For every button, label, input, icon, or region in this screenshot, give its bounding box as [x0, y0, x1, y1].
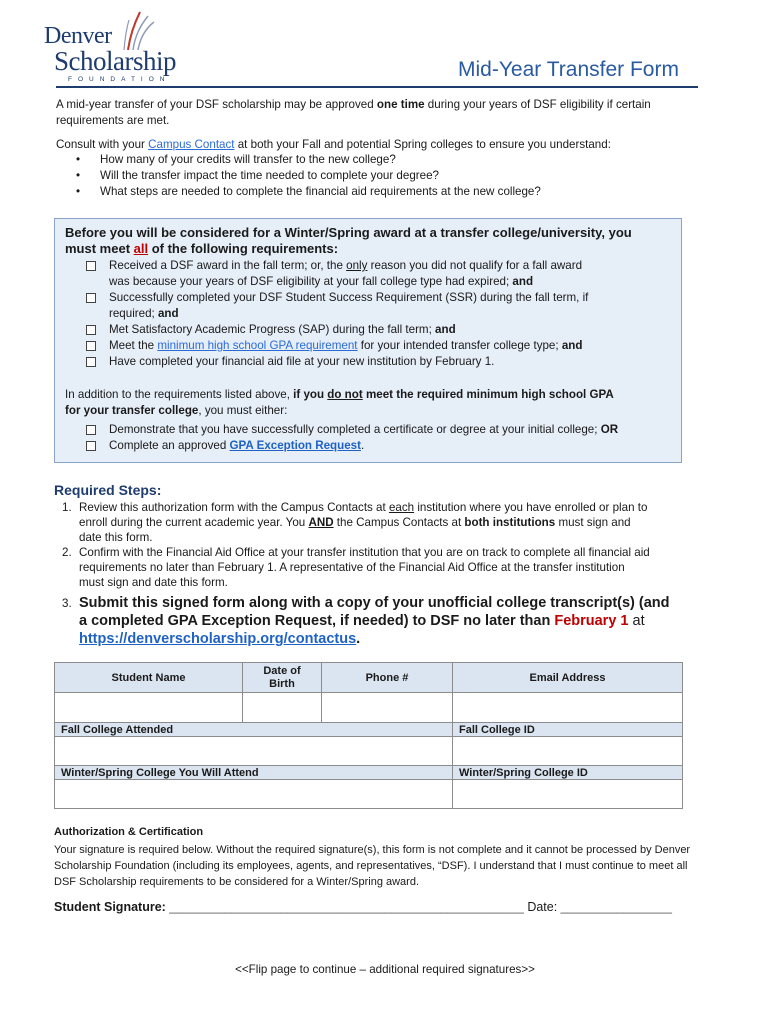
requirement-emphasis: only [346, 259, 368, 272]
footer-note: <<Flip page to continue – additional required signatures>> [235, 963, 535, 976]
campus-contact-link[interactable]: Campus Contact [148, 138, 235, 151]
intro-text: requirements are met. [56, 114, 170, 127]
header-label: Email Address [529, 671, 606, 684]
requirement-text: Have completed your financial aid file at your new institution by February 1. [109, 355, 495, 368]
email-header [453, 663, 683, 693]
gpa-option-item [85, 438, 675, 454]
intro-paragraph [56, 97, 716, 129]
consult-paragraph [56, 137, 716, 153]
table-input-row [55, 780, 683, 809]
requirement-text: required; [109, 307, 158, 320]
bullet-item: • What steps are needed to complete the financial aid requirements at the new college? [70, 184, 541, 200]
fall-college-id-field[interactable] [453, 737, 683, 766]
step-text: the Campus Contacts at [333, 516, 465, 529]
heading-all: all [133, 241, 149, 256]
gpa-bold: if you [293, 388, 328, 401]
header-label: Student Name [111, 671, 186, 684]
authorization-line: Scholarship Foundation (including its employees, agents, and representatives, “DSF). I understand that I must continue to meet all [54, 860, 688, 872]
header-label: Winter/Spring College ID [459, 766, 588, 779]
step-text: at [628, 613, 645, 629]
table-header-row [55, 723, 683, 737]
gpa-options-checklist [85, 422, 675, 454]
step-number: 1. [62, 501, 72, 514]
requirements-checklist [85, 258, 665, 370]
authorization-title: Authorization & Certification [54, 826, 204, 838]
spring-college-id-header [453, 766, 683, 780]
header-label: Birth [269, 677, 295, 690]
step-number: 3. [62, 597, 72, 610]
gpa-option-item [85, 422, 675, 438]
requirement-and: and [561, 339, 583, 352]
gpa-exception-request-link[interactable]: GPA Exception Request [229, 439, 361, 452]
step-text: Submit this signed form along with a copy of your unofficial college transcript(s) (and [79, 595, 670, 611]
requirement-and: and [157, 307, 179, 320]
requirement-item [85, 290, 665, 322]
option-or: OR [600, 423, 619, 436]
phone-field[interactable] [322, 693, 453, 723]
authorization-line: Your signature is required below. Without the required signature(s), this form is not complete and it cannot be processed by Denver [54, 844, 691, 856]
checkbox-icon[interactable] [86, 293, 96, 303]
dob-header [243, 663, 322, 693]
step-item [62, 545, 712, 590]
step-text: Confirm with the Financial Aid Office at your transfer institution that you are on track to complete all financial aid [79, 546, 650, 559]
gpa-text: In addition to the requirements listed above, [65, 388, 294, 401]
checkbox-icon[interactable] [86, 325, 96, 335]
steps-list [62, 500, 712, 590]
step-text: enroll during the current academic year. You [79, 516, 309, 529]
requirement-text: Met Satisfactory Academic Progress (SAP) during the fall term; [109, 323, 436, 336]
consult-text: Consult with your [56, 138, 149, 151]
authorization-text [54, 842, 718, 890]
deadline-date: February 1 [554, 613, 629, 629]
step-text: Review this authorization form with the Campus Contacts at [79, 501, 389, 514]
requirement-and: and [512, 275, 534, 288]
date-label: Date: [527, 900, 558, 914]
logo-word-foundation: FOUNDATION [68, 76, 171, 83]
step-text: institution where you have enrolled or plan to [414, 501, 648, 514]
student-info-table [54, 662, 683, 809]
required-steps-heading: Required Steps: [54, 482, 162, 498]
heading-text: Before you will be considered for a Winter/Spring award at a transfer college/university, you [65, 225, 632, 240]
fall-college-id-header [453, 723, 683, 737]
dob-field[interactable] [243, 693, 322, 723]
gpa-bold: for your transfer college [65, 404, 199, 417]
intro-emphasis: one time [376, 98, 425, 111]
step-item-3 [62, 594, 712, 648]
step-text: requirements no later than February 1. A representative of the Financial Aid Office at the transfer institution [79, 561, 625, 574]
step-text: date this form. [79, 531, 153, 544]
checkbox-icon[interactable] [86, 261, 96, 271]
requirement-text: was because your years of DSF eligibility at your fall college type had expired; [109, 275, 513, 288]
student-name-header [55, 663, 243, 693]
table-input-row [55, 693, 683, 723]
signature-label: Student Signature: [54, 900, 166, 914]
header-label: Fall College ID [459, 723, 535, 736]
step-3-text [62, 594, 712, 648]
bullet-item: • How many of your credits will transfer to the new college? [70, 152, 541, 168]
requirement-and: and [435, 323, 456, 336]
spring-college-header [55, 766, 453, 780]
checkbox-icon[interactable] [86, 341, 96, 351]
checkbox-icon[interactable] [86, 441, 96, 451]
step-text: a completed GPA Exception Request, if needed) to DSF no later than [79, 613, 555, 629]
title-divider [56, 86, 698, 88]
option-text: Demonstrate that you have successfully completed a certificate or degree at your initial college; [109, 423, 601, 436]
requirements-heading [65, 225, 675, 257]
header-label: Date of [263, 664, 301, 677]
fall-college-header [55, 723, 453, 737]
fall-college-field[interactable] [55, 737, 453, 766]
header-label: Winter/Spring College You Will Attend [61, 766, 259, 779]
step-emphasis: each [388, 501, 415, 514]
step-number: 2. [62, 546, 72, 559]
heading-text: of the following requirements: [148, 241, 339, 256]
requirement-item [85, 338, 665, 354]
header-label: Phone # [365, 671, 409, 684]
requirement-text: reason you did not qualify for a fall award [367, 259, 583, 272]
step-emphasis: both institutions [464, 516, 556, 529]
checkbox-icon[interactable] [86, 425, 96, 435]
intro-text: A mid-year transfer of your DSF scholarship may be approved [56, 98, 377, 111]
student-name-field[interactable] [55, 693, 243, 723]
requirement-item [85, 322, 665, 338]
heading-text: must meet [65, 241, 134, 256]
consult-text: at both your Fall and potential Spring colleges to ensure you understand: [234, 138, 611, 151]
wheat-logo-icon [120, 6, 200, 50]
gpa-bold: meet the required minimum high school GPA [362, 388, 614, 401]
option-text: Complete an approved [109, 439, 230, 452]
authorization-line: DSF Scholarship requirements to be considered for a Winter/Spring award. [54, 876, 420, 888]
step-item [62, 500, 712, 545]
option-text: . [360, 439, 365, 452]
requirement-item [85, 354, 665, 370]
spring-college-id-field[interactable] [453, 780, 683, 809]
step-emphasis: AND [308, 516, 334, 529]
table-input-row [55, 737, 683, 766]
date-field[interactable]: ________________ [557, 900, 672, 914]
form-title: Mid-Year Transfer Form [458, 58, 679, 81]
logo-word-denver: Denver [44, 23, 112, 49]
table-header-row [55, 766, 683, 780]
requirement-text: Meet the [109, 339, 158, 352]
step-text: must sign and date this form. [79, 576, 228, 589]
dsf-logo [44, 6, 204, 86]
gpa-text: , you must either: [198, 404, 288, 417]
checkbox-icon[interactable] [86, 357, 96, 367]
requirement-text: for your intended transfer college type; [357, 339, 562, 352]
step-text: . [356, 631, 361, 647]
bullet-item: • Will the transfer impact the time needed to complete your degree? [70, 168, 541, 184]
requirement-text: Successfully completed your DSF Student Success Requirement (SSR) during the fall term, if [109, 291, 589, 304]
spring-college-field[interactable] [55, 780, 453, 809]
contact-us-link[interactable]: https://denverscholarship.org/contactus [79, 631, 357, 647]
requirement-item [85, 258, 665, 290]
consult-bullets [70, 152, 541, 200]
gpa-do-not: do not [327, 388, 363, 401]
signature-field[interactable]: ___________________________________________________ [165, 900, 528, 914]
step-text: must sign and [555, 516, 631, 529]
requirement-text: Received a DSF award in the fall term; or, the [109, 259, 347, 272]
min-gpa-requirement-link[interactable]: minimum high school GPA requirement [157, 339, 358, 352]
phone-header [322, 663, 453, 693]
signature-row [54, 900, 672, 914]
email-field[interactable] [453, 693, 683, 723]
table-header-row [55, 663, 683, 693]
gpa-paragraph [65, 387, 675, 419]
logo-word-scholarship: Scholarship [54, 46, 176, 76]
intro-text: during your years of DSF eligibility if certain [424, 98, 651, 111]
header-label: Fall College Attended [61, 723, 174, 736]
